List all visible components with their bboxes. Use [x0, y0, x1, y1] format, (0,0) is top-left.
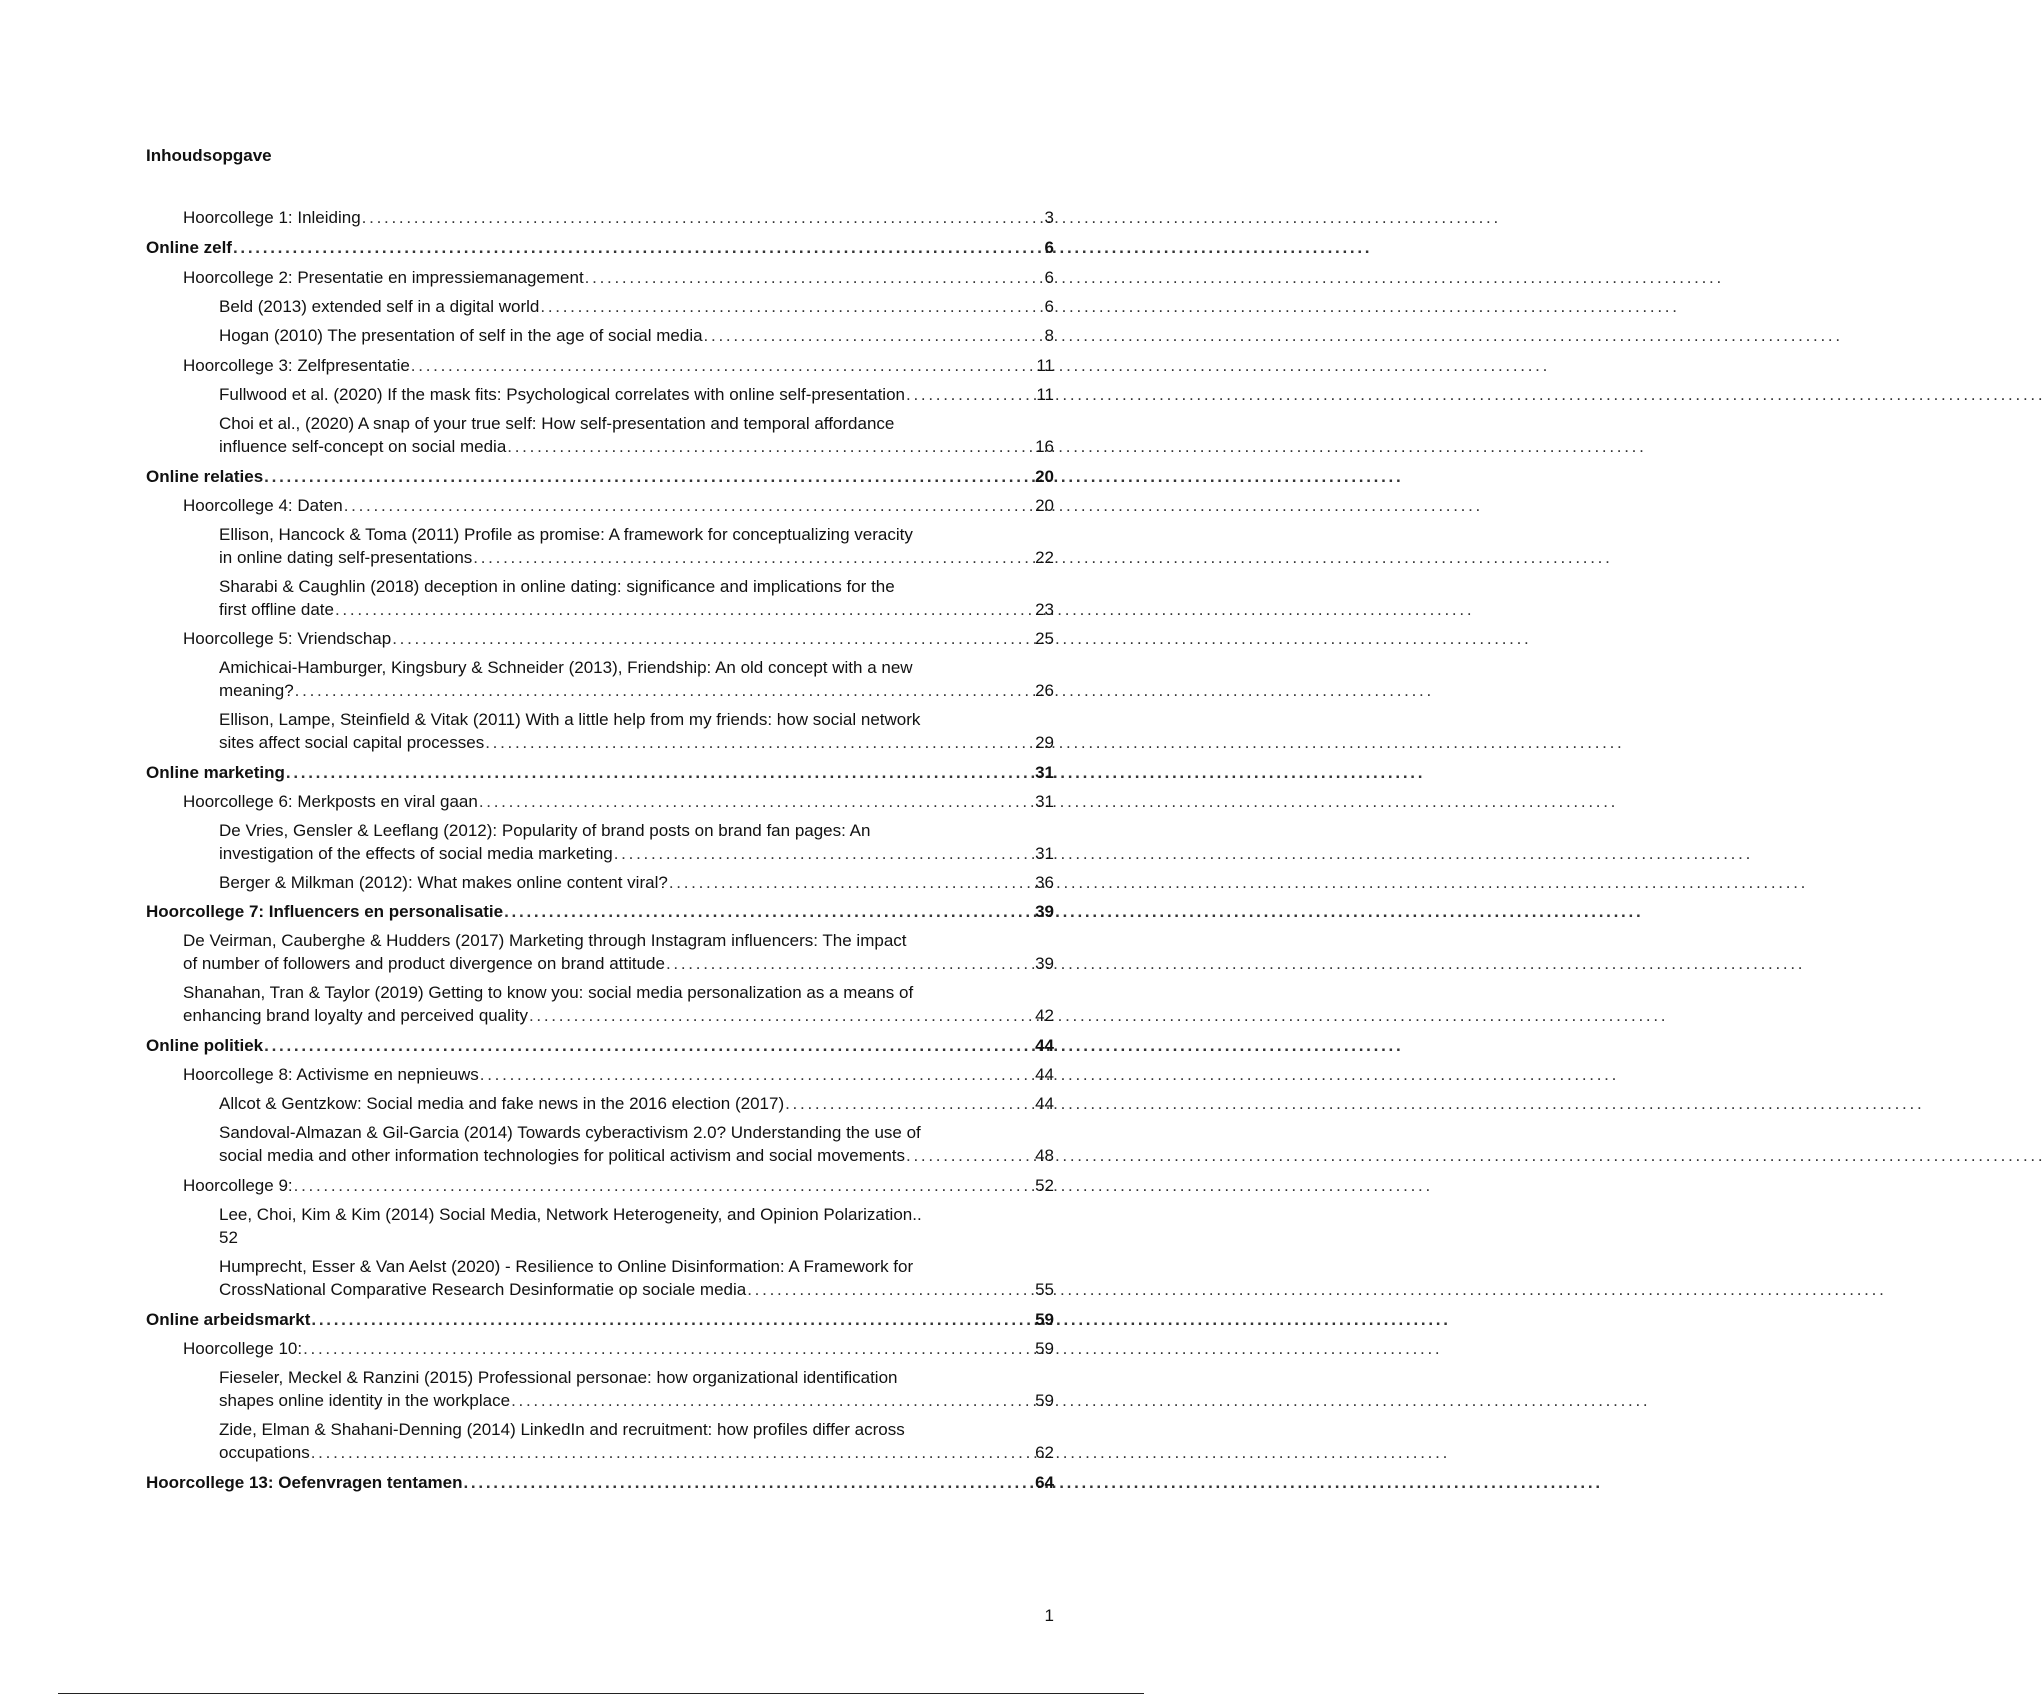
toc-entry-title: meaning?	[219, 681, 294, 700]
toc-entry-page: 44	[1035, 1036, 1054, 1055]
toc-entry-page: 59	[1035, 1391, 1054, 1410]
toc-entry[interactable]	[146, 1471, 1054, 1494]
toc-entry-title: Fullwood et al. (2020) If the mask fits: Psychological correlates with online self-presentation	[219, 385, 905, 404]
toc-entry-title: shapes online identity in the workplace	[219, 1391, 511, 1410]
toc-entry-page: 31	[1035, 844, 1054, 863]
toc-entry-title-line: De Veirman, Cauberghe & Hudders (2017) Marketing through Instagram influencers: The impact	[183, 931, 907, 950]
toc-entry[interactable]	[146, 1308, 1054, 1331]
toc-entry-title: Allcot & Gentzkow: Social media and fake news in the 2016 election (2017)	[219, 1094, 785, 1113]
dot-leader	[473, 546, 1034, 569]
toc-entry-title: Hoorcollege 9:	[183, 1176, 293, 1195]
toc-entry[interactable]	[219, 819, 1054, 865]
dot-leader	[463, 1471, 1034, 1494]
toc-entry-page: 11	[1036, 385, 1054, 404]
dot-leader	[614, 842, 1034, 865]
toc-entry-title-line: Humprecht, Esser & Van Aelst (2020) - Resilience to Online Disinformation: A Framework for	[219, 1257, 914, 1276]
toc-entry-title: Online arbeidsmarkt	[146, 1310, 311, 1329]
toc-entry-title-line: Ellison, Lampe, Steinfield & Vitak (2011) With a little help from my friends: how social network	[219, 710, 921, 729]
toc-entry[interactable]	[219, 1203, 1054, 1249]
toc-entry-title: Berger & Milkman (2012): What makes online content viral?	[219, 873, 668, 892]
toc-entry-title-line: Lee, Choi, Kim & Kim (2014) Social Media, Network Heterogeneity, and Opinion Polarization..	[219, 1205, 922, 1224]
toc-entry-page: 44	[1035, 1065, 1054, 1084]
toc-entry-title-line: Choi et al., (2020) A snap of your true self: How self-presentation and temporal affordance	[219, 414, 895, 433]
toc-entry[interactable]	[219, 656, 1054, 702]
dot-leader	[392, 627, 1034, 650]
footer-rule	[58, 1693, 1144, 1694]
toc-entry-page: 39	[1035, 902, 1054, 921]
dot-leader	[303, 1337, 1034, 1360]
toc-entry-page: 8	[1044, 326, 1054, 345]
toc-entry[interactable]	[219, 708, 1054, 754]
toc-entry-title-line: Zide, Elman & Shahani-Denning (2014) LinkedIn and recruitment: how profiles differ across	[219, 1420, 905, 1439]
toc-entry-title: Hoorcollege 5: Vriendschap	[183, 629, 392, 648]
toc-entry[interactable]	[219, 295, 1054, 318]
toc-entry-title: social media and other information technologies for political activism and social movements	[219, 1146, 906, 1165]
toc-entry-page: 31	[1035, 763, 1054, 782]
toc-entry[interactable]	[146, 1034, 1054, 1057]
toc-entry[interactable]	[219, 1255, 1054, 1301]
dot-leader	[286, 761, 1034, 784]
dot-leader	[906, 383, 1035, 406]
dot-leader	[311, 1308, 1034, 1331]
toc-entry[interactable]	[219, 1366, 1054, 1412]
toc-entry-page: 23	[1035, 600, 1054, 619]
toc-entry-page: 20	[1035, 496, 1054, 515]
toc-entry-page: 25	[1035, 629, 1054, 648]
dot-leader	[485, 731, 1034, 754]
toc-entry-page: 39	[1035, 954, 1054, 973]
dot-leader	[585, 266, 1044, 289]
page-number: 1	[1044, 1606, 1054, 1625]
toc-entry-title: Hoorcollege 3: Zelfpresentatie	[183, 356, 410, 375]
toc-entry-title: enhancing brand loyalty and perceived quality	[183, 1006, 528, 1025]
toc-entry[interactable]	[219, 1418, 1054, 1464]
toc-entry[interactable]	[146, 900, 1054, 923]
toc-entry[interactable]	[219, 1092, 1054, 1115]
toc-entry-page: 20	[1035, 467, 1054, 486]
dot-leader	[335, 598, 1034, 621]
toc-entry-title: of number of followers and product divergence on brand attitude	[183, 954, 665, 973]
toc-entry-title: sites affect social capital processes	[219, 733, 485, 752]
toc-entry-title: Hoorcollege 6: Merkposts en viral gaan	[183, 792, 478, 811]
dot-leader	[511, 1389, 1034, 1412]
dot-leader	[311, 1441, 1034, 1464]
toc-entry[interactable]	[183, 266, 1054, 289]
dot-leader	[704, 324, 1044, 347]
toc-entry-title: Hoorcollege 2: Presentatie en impressiemanagement	[183, 268, 584, 287]
toc-entry-title-line: Shanahan, Tran & Taylor (2019) Getting to know you: social media personalization as a means of	[183, 983, 914, 1002]
toc-entry-title: Beld (2013) extended self in a digital world	[219, 297, 540, 316]
toc-entry-title: Hoorcollege 13: Oefenvragen tentamen	[146, 1473, 463, 1492]
toc-entry[interactable]	[183, 494, 1054, 517]
dot-leader	[906, 1144, 1034, 1167]
dot-leader	[507, 435, 1034, 458]
toc-entry[interactable]	[183, 1174, 1054, 1197]
toc-entry-title-line: Sharabi & Caughlin (2018) deception in online dating: significance and implications for the	[219, 577, 895, 596]
toc-entry-title: in online dating self-presentations	[219, 548, 473, 567]
dot-leader	[747, 1278, 1034, 1301]
toc-entry[interactable]	[183, 354, 1054, 377]
toc-entry-title: CrossNational Comparative Research Desinformatie op sociale media	[219, 1280, 747, 1299]
toc-entry[interactable]	[146, 761, 1054, 784]
dot-leader	[504, 900, 1034, 923]
toc-entry-page: 55	[1035, 1280, 1054, 1299]
toc-entry[interactable]	[219, 523, 1054, 569]
dot-leader	[344, 494, 1034, 517]
toc-entry[interactable]	[183, 790, 1054, 813]
toc-entry-title: Online marketing	[146, 763, 285, 782]
toc-entry-page: 22	[1035, 548, 1054, 567]
toc-entry-title-line: Amichicai-Hamburger, Kingsbury & Schneider (2013), Friendship: An old concept with a new	[219, 658, 913, 677]
toc-entry-title-line: Fieseler, Meckel & Ranzini (2015) Professional personae: how organizational identification	[219, 1368, 898, 1387]
toc-entry-page: 52	[1035, 1176, 1054, 1195]
dot-leader	[480, 1063, 1034, 1086]
toc-entry[interactable]	[219, 324, 1054, 347]
dot-leader	[785, 1092, 1034, 1115]
toc-entry[interactable]	[146, 236, 1054, 259]
dot-leader	[479, 790, 1034, 813]
toc-entry-page: 59	[1035, 1339, 1054, 1358]
toc-heading: Inhoudsopgave	[146, 146, 272, 165]
toc-entry-title: investigation of the effects of social media marketing	[219, 844, 613, 863]
toc-entry[interactable]	[183, 1337, 1054, 1360]
toc-entry-title-line: De Vries, Gensler & Leeflang (2012): Popularity of brand posts on brand fan pages: An	[219, 821, 871, 840]
dot-leader	[540, 295, 1043, 318]
toc-entry-page: 36	[1035, 873, 1054, 892]
dot-leader	[295, 679, 1034, 702]
toc-entry-title: Hogan (2010) The presentation of self in the age of social media	[219, 326, 703, 345]
toc-entry-page: 6	[1044, 238, 1054, 257]
toc-entry-title: Online relaties	[146, 467, 264, 486]
toc-entry-page: 16	[1035, 437, 1054, 456]
dot-leader	[233, 236, 1044, 259]
toc-entry-page: 29	[1035, 733, 1054, 752]
toc-entry-page: 44	[1035, 1094, 1054, 1113]
toc-entry-title: Online zelf	[146, 238, 232, 257]
toc-entry[interactable]	[183, 627, 1054, 650]
dot-leader	[411, 354, 1036, 377]
toc-entry[interactable]	[183, 981, 1054, 1027]
toc-entry-page: 31	[1035, 792, 1054, 811]
dot-leader	[529, 1004, 1034, 1027]
toc-entry-title: influence self-concept on social media	[219, 437, 507, 456]
toc-entry-page: 42	[1035, 1006, 1054, 1025]
toc-entry-page: 26	[1035, 681, 1054, 700]
toc-entry-page: 3	[1044, 208, 1054, 227]
toc-entry-title: Hoorcollege 7: Influencers en personalisatie	[146, 902, 504, 921]
toc-entry[interactable]	[219, 383, 1054, 406]
dot-leader	[294, 1174, 1034, 1197]
toc-entry[interactable]	[146, 465, 1054, 488]
toc-entry-title: Hoorcollege 4: Daten	[183, 496, 343, 515]
toc-entry[interactable]	[219, 1121, 1054, 1167]
toc-entry-title: Hoorcollege 10:	[183, 1339, 303, 1358]
toc-entry-title: occupations	[219, 1443, 310, 1462]
toc-entry-page: 64	[1035, 1473, 1054, 1492]
toc-entry-title-line: Ellison, Hancock & Toma (2011) Profile as promise: A framework for conceptualizing veracity	[219, 525, 913, 544]
toc-entry-title: Online politiek	[146, 1036, 264, 1055]
toc-entry-title: first offline date	[219, 600, 334, 619]
toc-entry-page: 59	[1035, 1310, 1054, 1329]
toc-entry[interactable]	[219, 871, 1054, 894]
toc-entry-page: 6	[1044, 297, 1054, 316]
dot-leader	[264, 1034, 1034, 1057]
toc-entry-title: Hoorcollege 8: Activisme en nepnieuws	[183, 1065, 479, 1084]
dot-leader	[666, 952, 1034, 975]
toc-entry[interactable]	[219, 412, 1054, 458]
toc-entry-page: 6	[1044, 268, 1054, 287]
toc-entry[interactable]	[219, 575, 1054, 621]
dot-leader	[264, 465, 1034, 488]
toc-entry-page: 52	[219, 1228, 238, 1247]
dot-leader	[669, 871, 1034, 894]
toc-entry-page: 11	[1036, 356, 1054, 375]
toc-entry-page: 62	[1035, 1443, 1054, 1462]
toc-entry-page: 48	[1035, 1146, 1054, 1165]
dot-leader	[362, 206, 1044, 229]
toc-entry-title-line: Sandoval-Almazan & Gil-Garcia (2014) Towards cyberactivism 2.0? Understanding the use of	[219, 1123, 921, 1142]
toc-entry[interactable]	[183, 206, 1054, 229]
toc-entry-title: Hoorcollege 1: Inleiding	[183, 208, 361, 227]
toc-entry[interactable]	[183, 1063, 1054, 1086]
toc-entry[interactable]	[183, 929, 1054, 975]
